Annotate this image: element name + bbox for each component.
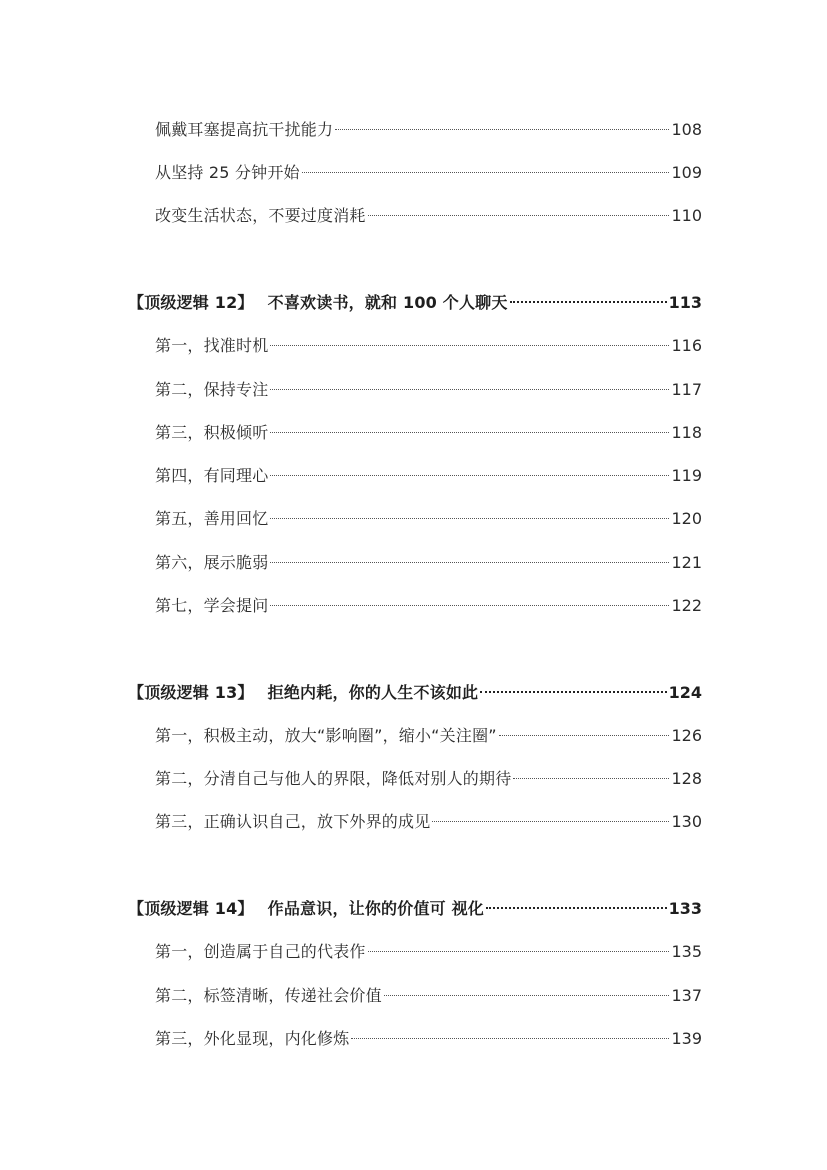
toc-entry-title: 第六，展示脆弱	[155, 553, 269, 572]
toc-entry-page: 117	[671, 380, 702, 399]
toc-entry-title: 佩戴耳塞提高抗干扰能力	[155, 120, 334, 139]
toc-entry[interactable]	[155, 803, 702, 831]
toc-entry[interactable]	[155, 717, 702, 745]
toc-entry-page: 128	[671, 769, 702, 788]
toc-entry[interactable]	[155, 197, 702, 225]
toc-entry-page: 119	[671, 466, 702, 485]
toc-entry-page: 121	[671, 553, 702, 572]
dot-leader	[368, 197, 670, 221]
toc-entry-title: 改变生活状态，不要过度消耗	[155, 206, 366, 225]
toc-chapter-heading[interactable]	[128, 890, 702, 918]
toc-entry[interactable]	[155, 500, 702, 528]
chapter-title	[128, 291, 508, 315]
chapter-tag: 【顶级逻辑 13】	[128, 683, 254, 702]
toc-entry-page: 135	[671, 942, 702, 961]
chapter-tag: 【顶级逻辑 14】	[128, 899, 254, 918]
chapter-page: 124	[668, 683, 702, 702]
dot-leader	[270, 587, 669, 611]
dot-leader	[499, 717, 670, 741]
dot-leader	[384, 977, 670, 1001]
toc-entry-title: 从坚持 25 分钟开始	[155, 163, 300, 182]
toc-entry-title: 第三，正确认识自己，放下外界的成见	[155, 812, 431, 831]
toc-chapter-heading[interactable]	[128, 284, 702, 312]
dot-leader	[513, 760, 669, 784]
toc-entry-title: 第一，积极主动，放大“影响圈”，缩小“关注圈”	[155, 726, 497, 745]
toc-entry-title: 第一，找准时机	[155, 336, 269, 355]
toc-entry[interactable]	[155, 371, 702, 399]
dot-leader	[368, 933, 670, 957]
dot-leader	[270, 544, 669, 568]
toc-entry-title: 第三，积极倾听	[155, 423, 269, 442]
toc-chapter-heading[interactable]	[128, 674, 702, 702]
dot-leader	[270, 414, 669, 438]
toc-entry-page: 116	[671, 336, 702, 355]
toc-entry-title: 第五，善用回忆	[155, 509, 269, 528]
toc-entry-page: 130	[671, 812, 702, 831]
toc-entry[interactable]	[155, 414, 702, 442]
toc-entry-title: 第二，标签清晰，传递社会价值	[155, 986, 382, 1005]
toc-entry-page: 110	[671, 206, 702, 225]
dot-leader	[270, 500, 669, 524]
dot-leader	[302, 154, 670, 178]
toc-entry-title: 第一，创造属于自己的代表作	[155, 942, 366, 961]
toc-entry-page: 139	[671, 1029, 702, 1048]
toc-entry-title: 第二，分清自己与他人的界限，降低对别人的期待	[155, 769, 512, 788]
dot-leader	[270, 371, 669, 395]
chapter-tag: 【顶级逻辑 12】	[128, 293, 254, 312]
dot-leader	[335, 111, 669, 135]
dot-leader	[486, 890, 667, 914]
toc-entry[interactable]	[155, 327, 702, 355]
toc-entry[interactable]	[155, 544, 702, 572]
chapter-name: 不喜欢读书，就和 100 个人聊天	[267, 293, 508, 312]
toc-entry-page: 109	[671, 163, 702, 182]
chapter-title	[128, 897, 484, 921]
dot-leader	[480, 674, 666, 698]
dot-leader	[432, 803, 669, 827]
toc-entry-page: 118	[671, 423, 702, 442]
chapter-title	[128, 681, 478, 705]
toc-entry[interactable]	[155, 933, 702, 961]
toc-entry[interactable]	[155, 760, 702, 788]
toc-entry[interactable]	[155, 457, 702, 485]
toc-entry-title: 第四，有同理心	[155, 466, 269, 485]
toc-entry-page: 126	[671, 726, 702, 745]
toc-entry[interactable]	[155, 977, 702, 1005]
dot-leader	[270, 327, 669, 351]
chapter-page: 113	[668, 293, 702, 312]
chapter-page: 133	[668, 899, 702, 918]
toc-entry[interactable]	[155, 111, 702, 139]
dot-leader	[351, 1020, 669, 1044]
dot-leader	[510, 284, 667, 308]
toc-entry-page: 137	[671, 986, 702, 1005]
toc-entry[interactable]	[155, 587, 702, 615]
toc-entry-title: 第二，保持专注	[155, 380, 269, 399]
toc-entry-title: 第七，学会提问	[155, 596, 269, 615]
toc-entry-page: 122	[671, 596, 702, 615]
toc-entry-page: 120	[671, 509, 702, 528]
toc-entry[interactable]	[155, 1020, 702, 1048]
dot-leader	[270, 457, 669, 481]
chapter-name: 拒绝内耗，你的人生不该如此	[267, 683, 479, 702]
toc-entry-page: 108	[671, 120, 702, 139]
chapter-name: 作品意识，让你的价值可 视化	[267, 899, 485, 918]
toc-entry-title: 第三，外化显现，内化修炼	[155, 1029, 350, 1048]
toc-entry[interactable]	[155, 154, 702, 182]
